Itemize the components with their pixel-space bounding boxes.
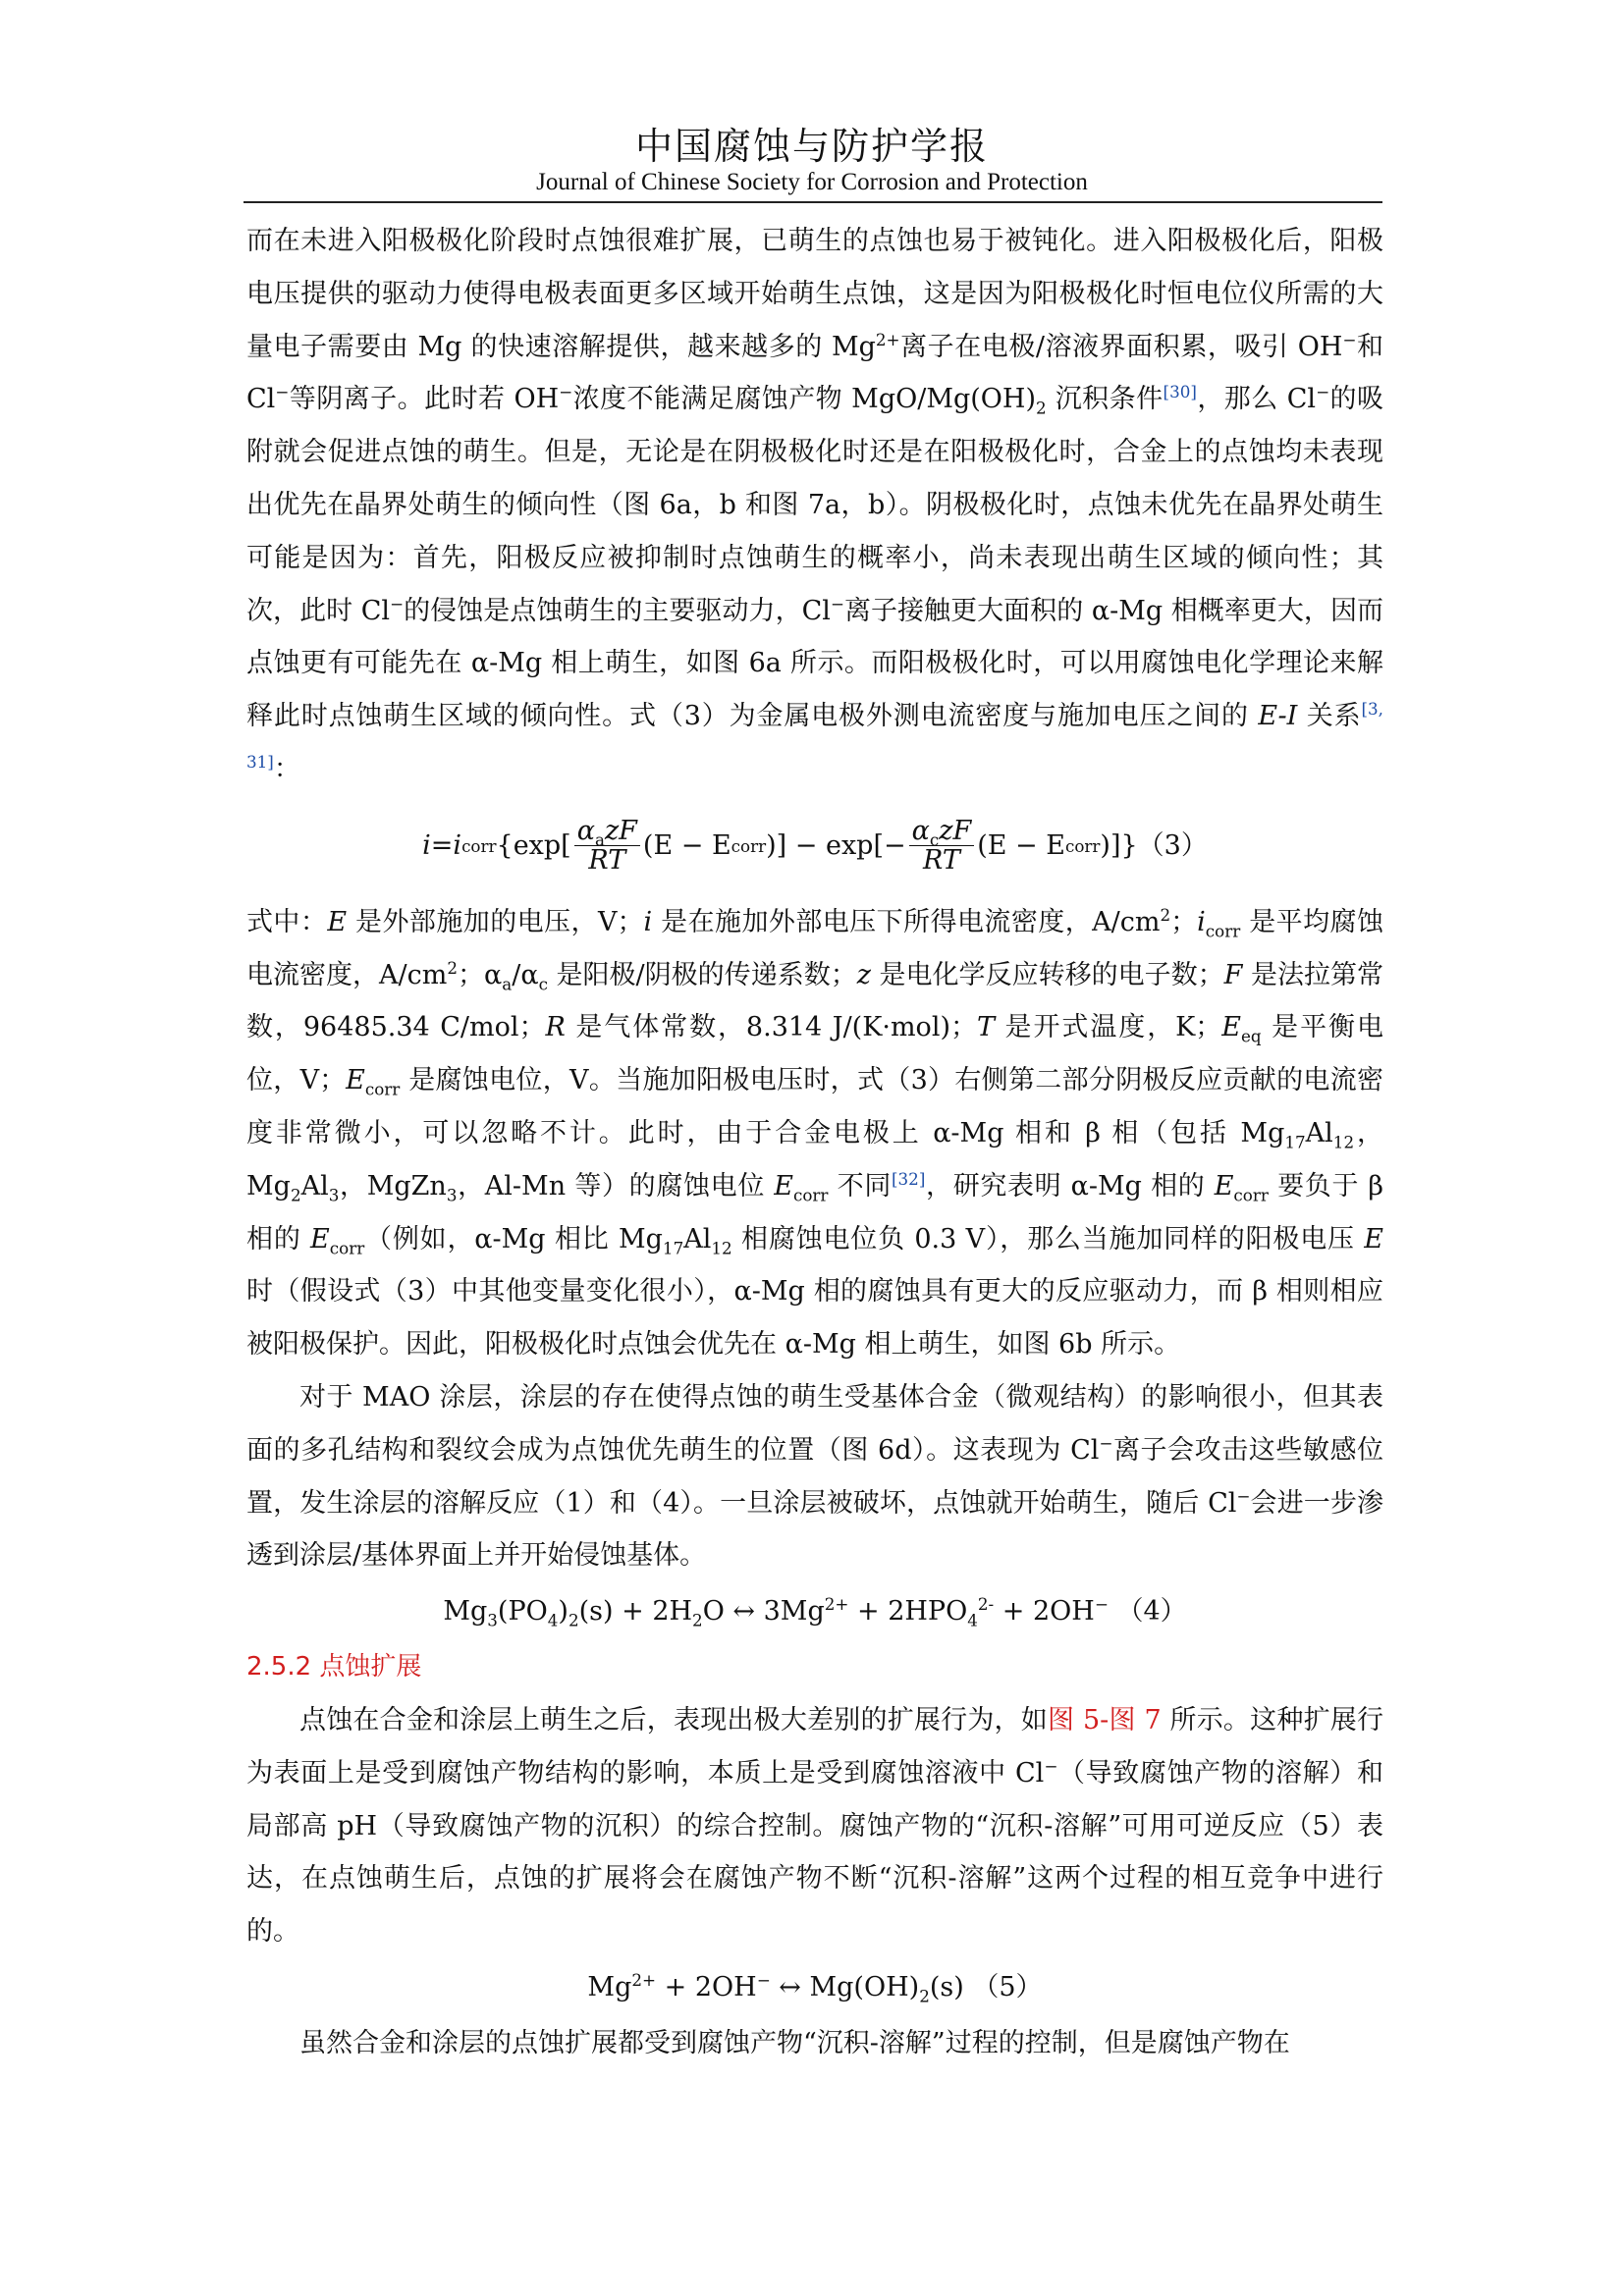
paragraph-continuation: 虽然合金和涂层的点蚀扩展都受到腐蚀产物“沉积-溶解”过程的控制，但是腐蚀产物在 [299,2027,1290,2058]
equation-4-label: （4） [1116,1596,1187,1628]
citation-3-31[interactable]: [3, 31] [246,699,1383,772]
header-divider [244,201,1382,203]
fraction-anodic: $\frac{\alpha_azF}{RT}$ [574,817,640,876]
paragraph-pitting-propagation: 点蚀在合金和涂层上萌生之后，表现出极大差别的扩展行为，如图 5-图 7 所示。这种扩展行为表面上是受到腐蚀产物结构的影响，本质上是受到腐蚀溶液中 Cl−（导致腐蚀产物的溶解）和局部高 pH（导致腐蚀产物的沉积）的综合控制。腐蚀产物的“沉积-溶解”可用可逆反应（5）表达，在点蚀萌生后，点蚀的扩展将会在腐蚀产物不断“沉积-溶解”这两个过程的相互竞争中进行的。 [246,1704,1383,1948]
equation-3: i = i corr {exp[ $\frac{\alpha_azF}{RT}$ (E − E corr )] − exp[− $\frac{\alpha_czF}{RT}$ (E − E corr )]} （3） [422,815,1208,877]
journal-title-en: Journal of Chinese Society for Corrosion and Protection [536,169,1088,195]
paragraph-mao-coating: 对于 MAO 涂层，涂层的存在使得点蚀的萌生受基体合金（微观结构）的影响很小，但其表面的多孔结构和裂纹会成为点蚀优先萌生的位置（图 6d）。这表现为 Cl−离子会攻击这些敏感位置，发生涂层的溶解反应（1）和（4）。一旦涂层被破坏，点蚀就开始萌生，随后 Cl−会进一步渗透到涂层/基体界面上并开始侵蚀基体。 [246,1381,1384,1572]
section-heading: 2.5.2 点蚀扩展 [246,1652,422,1682]
equation-5-label: （5） [972,1971,1043,2002]
article-body [246,215,1383,2070]
equation-3-label: （3） [1137,829,1208,861]
equation-5: $Mg^{2+} + 2OH^-$ ↔ $Mg(OH)_2(s)$ （5） [587,1969,1043,2006]
equation-4: $Mg_3(PO_4)_2(s) + 2H_2O$ ↔ $3Mg^{2+} + 2HPO_4^{2-} + 2OH^-$ （4） [443,1594,1187,1630]
paragraph-variable-definitions: 式中：E 是外部施加的电压，V；i 是在施加外部电压下所得电流密度，$A/cm^2$；$i_{corr}$ 是平均腐蚀电流密度，$A/cm^2$；$\alpha_a/\alpha_c$ 是阳极/阴极的传递系数；z 是电化学反应转移的电子数；F 是法拉第常数，96485.34 C/mol；R 是气体常数，8.314 J/(K·mol)；T 是开式温度，K；$E_{eq}$ 是平衡电位，V；$E_{corr}$ 是腐蚀电位，V。当施加阳极电压时，式（3）右侧第二部分阴极反应贡献的电流密度非常微小，可以忽略不计。此时，由于合金电极上 α-Mg 相和 β 相（包括 $Mg_{17}Al_{12}$，$Mg_2Al_3$，MgZn$_3$，Al-Mn 等）的腐蚀电位 $E_{corr}$ 不同[32]，研究表明 α-Mg 相的 $E_{corr}$ 要负于 β 相的 $E_{corr}$（例如，α-Mg 相比 $Mg_{17}Al_{12}$ 相腐蚀电位负 0.3 V），那么当施加同样的阳极电压 E 时（假设式（3）中其他变量变化很小），α-Mg 相的腐蚀具有更大的反应驱动力，而 β 相则相应被阳极保护。因此，阳极极化时点蚀会优先在 α-Mg 相上萌生，如图 6b 所示。 [246,904,1383,1361]
figure-link-5-7[interactable]: 图 5-图 7 [1047,1704,1162,1735]
citation-32[interactable]: [32] [892,1168,926,1189]
fraction-cathodic: $\frac{\alpha_czF}{RT}$ [909,817,975,876]
paragraph-pitting-initiation: 而在未进入阳极极化阶段时点蚀很难扩展，已萌生的点蚀也易于被钝化。进入阳极极化后，阳极电压提供的驱动力使得电极表面更多区域开始萌生点蚀，这是因为阳极极化时恒电位仪所需的大量电子需要由 Mg 的快速溶解提供，越来越多的 $Mg^{2+}$离子在电极/溶液界面积累，吸引 OH−和 Cl−等阴离子。此时若 OH−浓度不能满足腐蚀产物 MgO/$Mg(OH)_2$ 沉积条件[30]，那么 Cl−的吸附就会促进点蚀的萌生。但是，无论是在阴极极化时还是在阳极极化时，合金上的点蚀均未表现出优先在晶界处萌生的倾向性（图 6a，b 和图 7a，b）。阴极极化时，点蚀未优先在晶界处萌生可能是因为：首先，阳极反应被抑制时点蚀萌生的概率小，尚未表现出萌生区域的倾向性；其次，此时 Cl−的侵蚀是点蚀萌生的主要驱动力，Cl−离子接触更大面积的 α-Mg 相概率更大，因而点蚀更有可能先在 α-Mg 相上萌生，如图 6a 所示。而阳极极化时，可以用腐蚀电化学理论来解释此时点蚀萌生区域的倾向性。式（3）为金属电极外测电流密度与施加电压之间的 E-I 关系[3, 31]： [246,226,1383,784]
citation-30[interactable]: [30] [1163,382,1197,402]
journal-title-cn: 中国腐蚀与防护学报 [634,125,989,168]
